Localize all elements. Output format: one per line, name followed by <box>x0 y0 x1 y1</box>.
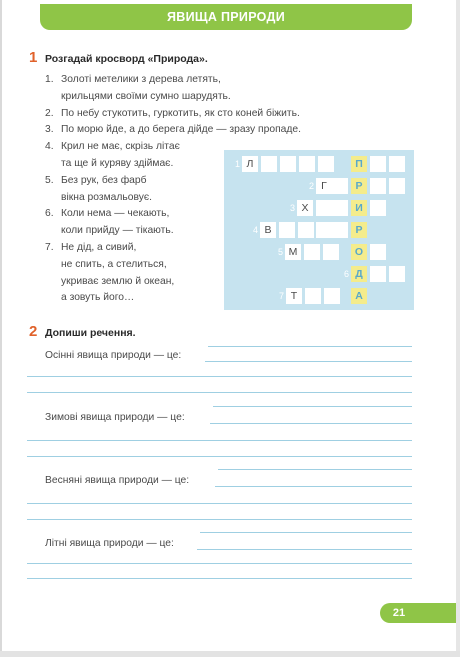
riddle-number: 7. <box>45 241 54 253</box>
task-number: 2 <box>29 323 38 340</box>
answer-line[interactable] <box>27 440 412 441</box>
page-edge <box>0 0 2 657</box>
page-edge <box>456 0 460 657</box>
riddle-item <box>45 72 385 106</box>
answer-line[interactable] <box>213 406 412 407</box>
crossword-grid <box>224 150 414 310</box>
page-number: 21 <box>380 603 418 623</box>
crossword-cell-given: В <box>260 222 276 238</box>
answer-line[interactable] <box>218 469 412 470</box>
crossword-cell[interactable] <box>389 156 405 172</box>
row-number: 5 <box>277 247 283 257</box>
riddle-item <box>45 106 385 123</box>
crossword-cell[interactable] <box>318 156 334 172</box>
answer-line[interactable] <box>27 392 412 393</box>
task-number: 1 <box>29 49 38 66</box>
row-number: 7 <box>278 291 284 301</box>
crossword-cell[interactable] <box>332 222 348 238</box>
crossword-key-cell: А <box>351 288 367 304</box>
crossword-key-cell: Р <box>351 178 367 194</box>
crossword-cell[interactable] <box>332 178 348 194</box>
crossword-cell[interactable] <box>370 200 386 216</box>
riddle-text: По морю йде, а до берега дійде — зразу пропаде. <box>61 124 301 136</box>
riddle-text: Коли нема — чекають, <box>61 208 170 220</box>
crossword-cell[interactable] <box>370 156 386 172</box>
crossword-cell[interactable] <box>370 244 386 260</box>
riddle-text: вікна розмальовує. <box>61 191 153 203</box>
crossword-cell[interactable] <box>316 200 332 216</box>
riddle-number: 3. <box>45 124 54 136</box>
riddle-text: а зовуть його… <box>61 292 135 304</box>
answer-line[interactable] <box>27 456 412 457</box>
riddle-number: 4. <box>45 141 54 153</box>
answer-line[interactable] <box>205 361 412 362</box>
page-header: ЯВИЩА ПРИРОДИ <box>40 4 412 30</box>
prompt-spring: Весняні явища природи — це: <box>45 475 190 486</box>
crossword-key-cell: Р <box>351 222 367 238</box>
crossword-cell[interactable] <box>304 244 320 260</box>
answer-line[interactable] <box>27 503 412 504</box>
answer-line[interactable] <box>200 532 412 533</box>
crossword-cell-given: М <box>285 244 301 260</box>
row-number: 4 <box>252 225 258 235</box>
riddle-text: крильцями своїми сумно шарудять. <box>61 90 231 102</box>
prompt-winter: Зимові явища природи — це: <box>45 412 185 423</box>
answer-line[interactable] <box>27 578 412 579</box>
riddle-text: укриває землю й океан, <box>61 275 175 287</box>
riddle-text: не спить, а стелиться, <box>61 258 167 270</box>
answer-line[interactable] <box>27 376 412 377</box>
answer-line[interactable] <box>210 423 412 424</box>
crossword-cell[interactable] <box>332 200 348 216</box>
crossword-cell[interactable] <box>299 156 315 172</box>
answer-line[interactable] <box>27 563 412 564</box>
crossword-cell[interactable] <box>389 266 405 282</box>
crossword-key-cell: Д <box>351 266 367 282</box>
row-number: 1 <box>234 159 240 169</box>
answer-line[interactable] <box>27 519 412 520</box>
riddle-text: Золоті метелики з дерева летять, <box>61 74 221 85</box>
riddle-number: 5. <box>45 174 54 186</box>
row-number: 3 <box>289 203 295 213</box>
crossword-cell[interactable] <box>316 222 332 238</box>
footer-bar <box>416 603 456 623</box>
answer-line[interactable] <box>208 346 412 347</box>
riddle-number: 2. <box>45 107 54 119</box>
prompt-summer: Літні явища природи — це: <box>45 538 174 549</box>
crossword-cell[interactable] <box>261 156 277 172</box>
riddle-text: Крил не має, скрізь літає <box>61 141 180 153</box>
crossword-cell-given: Х <box>297 200 313 216</box>
prompt-autumn: Осінні явища природи — це: <box>45 350 182 361</box>
crossword-key-cell: О <box>351 244 367 260</box>
crossword-cell[interactable] <box>323 244 339 260</box>
crossword-cell[interactable] <box>389 178 405 194</box>
riddle-text: Не дід, а сивий, <box>61 241 137 253</box>
crossword-cell-given: Г <box>316 178 332 194</box>
crossword-cell[interactable] <box>298 222 314 238</box>
riddle-text: та ще й куряву здіймає. <box>61 157 174 169</box>
crossword-key-cell: И <box>351 200 367 216</box>
answer-line[interactable] <box>197 549 412 550</box>
crossword-cell-given: Т <box>286 288 302 304</box>
row-number: 2 <box>308 181 314 191</box>
riddle-text: По небу стукотить, гуркотить, як сто коней біжить. <box>61 107 300 119</box>
crossword-cell-given: Л <box>242 156 258 172</box>
crossword-cell[interactable] <box>280 156 296 172</box>
crossword-key-cell: П <box>351 156 367 172</box>
task-title: Розгадай кросворд «Природа». <box>45 53 208 65</box>
crossword-cell[interactable] <box>370 178 386 194</box>
crossword-cell[interactable] <box>324 288 340 304</box>
row-number: 6 <box>343 269 349 279</box>
task-title: Допиши речення. <box>45 327 136 339</box>
page-edge <box>0 651 460 657</box>
crossword-cell[interactable] <box>279 222 295 238</box>
riddle-text: коли прийду — тікають. <box>61 225 174 237</box>
crossword-cell[interactable] <box>370 266 386 282</box>
crossword-cell[interactable] <box>305 288 321 304</box>
riddle-text: Без рук, без фарб <box>61 174 147 186</box>
riddle-number: 6. <box>45 208 54 220</box>
riddle-item <box>45 122 385 139</box>
answer-line[interactable] <box>215 486 412 487</box>
riddle-number: 1. <box>45 74 54 85</box>
